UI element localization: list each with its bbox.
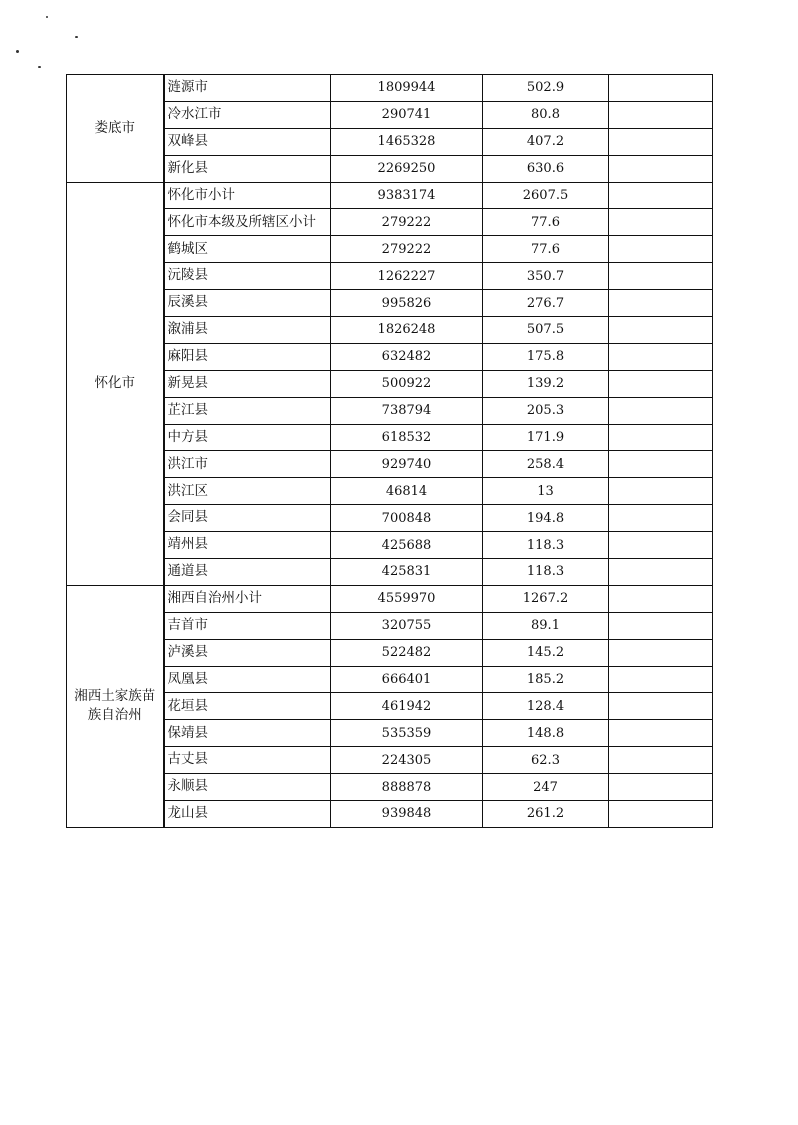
table-body bbox=[67, 75, 713, 828]
county-name-cell: 怀化市小计 bbox=[164, 182, 331, 209]
county-name-cell: 双峰县 bbox=[164, 128, 331, 155]
county-name-cell: 会同县 bbox=[164, 505, 331, 532]
value3-cell bbox=[609, 666, 713, 693]
value1-cell: 500922 bbox=[331, 370, 483, 397]
region-cell bbox=[67, 182, 164, 585]
table-row bbox=[67, 585, 713, 612]
value2-cell: 261.2 bbox=[483, 801, 609, 828]
table-row bbox=[67, 424, 713, 451]
value3-cell bbox=[609, 585, 713, 612]
value3-cell bbox=[609, 290, 713, 317]
table-row bbox=[67, 317, 713, 344]
value3-cell bbox=[609, 263, 713, 290]
value3-cell bbox=[609, 128, 713, 155]
region-cell bbox=[67, 75, 164, 183]
table-row bbox=[67, 343, 713, 370]
value3-cell bbox=[609, 693, 713, 720]
value2-cell: 205.3 bbox=[483, 397, 609, 424]
value1-cell: 425831 bbox=[331, 559, 483, 586]
value3-cell bbox=[609, 424, 713, 451]
scan-speck bbox=[75, 36, 78, 38]
value2-cell: 507.5 bbox=[483, 317, 609, 344]
table-row bbox=[67, 128, 713, 155]
value1-cell: 224305 bbox=[331, 747, 483, 774]
value1-cell: 666401 bbox=[331, 666, 483, 693]
value2-cell: 145.2 bbox=[483, 639, 609, 666]
county-name-cell: 花垣县 bbox=[164, 693, 331, 720]
value1-cell: 522482 bbox=[331, 639, 483, 666]
value1-cell: 632482 bbox=[331, 343, 483, 370]
value1-cell: 929740 bbox=[331, 451, 483, 478]
value1-cell: 461942 bbox=[331, 693, 483, 720]
value1-cell: 535359 bbox=[331, 720, 483, 747]
value2-cell: 118.3 bbox=[483, 532, 609, 559]
value3-cell bbox=[609, 559, 713, 586]
county-data-table bbox=[66, 74, 713, 828]
value3-cell bbox=[609, 801, 713, 828]
table-row bbox=[67, 451, 713, 478]
table-row bbox=[67, 478, 713, 505]
value2-cell: 80.8 bbox=[483, 101, 609, 128]
value1-cell: 939848 bbox=[331, 801, 483, 828]
region-label: 娄底市 bbox=[94, 119, 135, 136]
value2-cell: 350.7 bbox=[483, 263, 609, 290]
value3-cell bbox=[609, 236, 713, 263]
value3-cell bbox=[609, 370, 713, 397]
value1-cell: 1809944 bbox=[331, 75, 483, 102]
table-row bbox=[67, 75, 713, 102]
value2-cell: 630.6 bbox=[483, 155, 609, 182]
table-row bbox=[67, 155, 713, 182]
value2-cell: 194.8 bbox=[483, 505, 609, 532]
value2-cell: 247 bbox=[483, 774, 609, 801]
value3-cell bbox=[609, 505, 713, 532]
value2-cell: 118.3 bbox=[483, 559, 609, 586]
scan-speck bbox=[38, 66, 41, 68]
table-row bbox=[67, 666, 713, 693]
table-row bbox=[67, 397, 713, 424]
value3-cell bbox=[609, 639, 713, 666]
value3-cell bbox=[609, 612, 713, 639]
county-name-cell: 通道县 bbox=[164, 559, 331, 586]
table-row bbox=[67, 801, 713, 828]
county-name-cell: 泸溪县 bbox=[164, 639, 331, 666]
value3-cell bbox=[609, 532, 713, 559]
value3-cell bbox=[609, 101, 713, 128]
table-row bbox=[67, 774, 713, 801]
value1-cell: 888878 bbox=[331, 774, 483, 801]
value3-cell bbox=[609, 343, 713, 370]
table-row bbox=[67, 747, 713, 774]
county-name-cell: 凤凰县 bbox=[164, 666, 331, 693]
table-row bbox=[67, 263, 713, 290]
value3-cell bbox=[609, 774, 713, 801]
value1-cell: 1262227 bbox=[331, 263, 483, 290]
value2-cell: 89.1 bbox=[483, 612, 609, 639]
value2-cell: 77.6 bbox=[483, 236, 609, 263]
county-name-cell: 洪江市 bbox=[164, 451, 331, 478]
table-row bbox=[67, 639, 713, 666]
table-row bbox=[67, 101, 713, 128]
region-label-line: 族自治州 bbox=[87, 707, 142, 724]
table-row bbox=[67, 559, 713, 586]
value2-cell: 175.8 bbox=[483, 343, 609, 370]
county-name-cell: 怀化市本级及所辖区小计 bbox=[164, 209, 331, 236]
value2-cell: 502.9 bbox=[483, 75, 609, 102]
county-name-cell: 麻阳县 bbox=[164, 343, 331, 370]
value2-cell: 2607.5 bbox=[483, 182, 609, 209]
region-label-line: 湘西土家族苗 bbox=[74, 687, 156, 704]
county-data-table-container bbox=[66, 74, 713, 828]
value2-cell: 1267.2 bbox=[483, 585, 609, 612]
county-name-cell: 芷江县 bbox=[164, 397, 331, 424]
value1-cell: 279222 bbox=[331, 209, 483, 236]
value1-cell: 618532 bbox=[331, 424, 483, 451]
value2-cell: 62.3 bbox=[483, 747, 609, 774]
county-name-cell: 永顺县 bbox=[164, 774, 331, 801]
value3-cell bbox=[609, 317, 713, 344]
county-name-cell: 洪江区 bbox=[164, 478, 331, 505]
value3-cell bbox=[609, 209, 713, 236]
value3-cell bbox=[609, 720, 713, 747]
value2-cell: 171.9 bbox=[483, 424, 609, 451]
table-row bbox=[67, 290, 713, 317]
value3-cell bbox=[609, 182, 713, 209]
value3-cell bbox=[609, 747, 713, 774]
value2-cell: 185.2 bbox=[483, 666, 609, 693]
value1-cell: 738794 bbox=[331, 397, 483, 424]
value2-cell: 139.2 bbox=[483, 370, 609, 397]
value1-cell: 1826248 bbox=[331, 317, 483, 344]
county-name-cell: 龙山县 bbox=[164, 801, 331, 828]
table-row bbox=[67, 209, 713, 236]
table-row bbox=[67, 182, 713, 209]
table-row bbox=[67, 505, 713, 532]
county-name-cell: 吉首市 bbox=[164, 612, 331, 639]
value1-cell: 2269250 bbox=[331, 155, 483, 182]
value2-cell: 148.8 bbox=[483, 720, 609, 747]
value1-cell: 320755 bbox=[331, 612, 483, 639]
table-row bbox=[67, 532, 713, 559]
county-name-cell: 保靖县 bbox=[164, 720, 331, 747]
scan-speck bbox=[46, 16, 48, 18]
region-label: 怀化市 bbox=[94, 374, 135, 391]
region-cell bbox=[67, 585, 164, 827]
value2-cell: 77.6 bbox=[483, 209, 609, 236]
value1-cell: 425688 bbox=[331, 532, 483, 559]
table-row bbox=[67, 236, 713, 263]
county-name-cell: 靖州县 bbox=[164, 532, 331, 559]
county-name-cell: 中方县 bbox=[164, 424, 331, 451]
county-name-cell: 新化县 bbox=[164, 155, 331, 182]
value2-cell: 258.4 bbox=[483, 451, 609, 478]
value2-cell: 407.2 bbox=[483, 128, 609, 155]
value1-cell: 995826 bbox=[331, 290, 483, 317]
value2-cell: 276.7 bbox=[483, 290, 609, 317]
value1-cell: 279222 bbox=[331, 236, 483, 263]
value2-cell: 128.4 bbox=[483, 693, 609, 720]
value1-cell: 9383174 bbox=[331, 182, 483, 209]
county-name-cell: 冷水江市 bbox=[164, 101, 331, 128]
value1-cell: 46814 bbox=[331, 478, 483, 505]
value3-cell bbox=[609, 478, 713, 505]
table-row bbox=[67, 370, 713, 397]
value3-cell bbox=[609, 451, 713, 478]
table-row bbox=[67, 693, 713, 720]
county-name-cell: 古丈县 bbox=[164, 747, 331, 774]
value1-cell: 290741 bbox=[331, 101, 483, 128]
table-row bbox=[67, 612, 713, 639]
county-name-cell: 沅陵县 bbox=[164, 263, 331, 290]
scan-speck bbox=[16, 50, 19, 53]
value3-cell bbox=[609, 75, 713, 102]
value3-cell bbox=[609, 397, 713, 424]
table-row bbox=[67, 720, 713, 747]
county-name-cell: 湘西自治州小计 bbox=[164, 585, 331, 612]
county-name-cell: 涟源市 bbox=[164, 75, 331, 102]
value1-cell: 700848 bbox=[331, 505, 483, 532]
county-name-cell: 新晃县 bbox=[164, 370, 331, 397]
county-name-cell: 鹤城区 bbox=[164, 236, 331, 263]
county-name-cell: 溆浦县 bbox=[164, 317, 331, 344]
county-name-cell: 辰溪县 bbox=[164, 290, 331, 317]
value3-cell bbox=[609, 155, 713, 182]
value1-cell: 1465328 bbox=[331, 128, 483, 155]
value1-cell: 4559970 bbox=[331, 585, 483, 612]
value2-cell: 13 bbox=[483, 478, 609, 505]
